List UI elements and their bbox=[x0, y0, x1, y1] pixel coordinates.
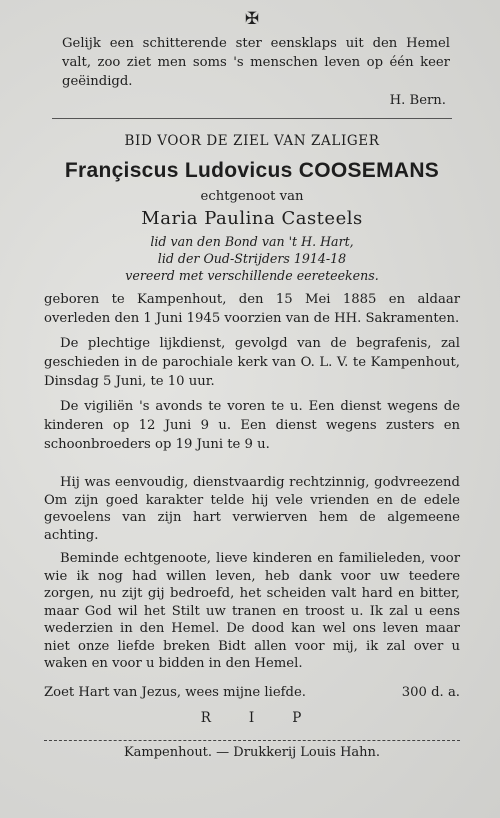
membership-line: vereerd met verschillende eereteekens. bbox=[125, 268, 379, 283]
quote-author: H. Bern. bbox=[389, 93, 446, 108]
prayer-text: Zoet Hart van Jezus, wees mijne liefde. bbox=[44, 684, 306, 700]
rip-letter: I bbox=[248, 709, 257, 726]
closing-prayer bbox=[44, 685, 460, 700]
printer-credit: Kampenhout. — Drukkerij Louis Hahn. bbox=[123, 744, 381, 760]
birth-death-text: geboren te Kampenhout, den 15 Mei 1885 en aldaar overleden den 1 Juni 1945 voorzien van de HH. Sakramenten. bbox=[44, 292, 460, 326]
divider bbox=[52, 118, 452, 119]
funeral-service-text: De plechtige lijkdienst, gevolgd van de begrafenis, zal geschieden in de parochiale kerk van O. L. V. te Kampenhout, Dinsdag 5 Juni, te 10 uur. bbox=[44, 336, 460, 389]
spouse-name: Maria Paulina Casteels bbox=[141, 208, 363, 229]
rip-letter: P bbox=[292, 709, 304, 726]
indulgence-text: 300 d. a. bbox=[401, 684, 460, 700]
farewell-text: Beminde echtgenoote, lieve kinderen en familieleden, voor wie ik nog had willen leven, heb dank voor uw teedere zorgen, nu zijt gij bedroefd, het scheiden valt hard en bitter, maar God wil het Stilt uw tranen en troost u. Ik zal u eens wederzien in den Hemel. De dood kan wel ons leven maar niet onze liefde breken Bidt allen voor mij, ik zal over u waken en voor u bidden in den Hemel. bbox=[44, 551, 460, 671]
footer-divider bbox=[44, 740, 460, 741]
tribute-text: Hij was eenvoudig, dienstvaardig rechtzinnig, godvreezend Om zijn goed karakter telde hij vele vrienden en de edele gevoelens van zijn hart verwierven hem de algemeene achting. bbox=[44, 475, 460, 543]
deceased-name: Françiscus Ludovicus COOSEMANS bbox=[64, 159, 440, 182]
membership-list bbox=[44, 233, 460, 284]
spouse-label: echtgenoot van bbox=[200, 189, 304, 204]
prayer-heading: BID VOOR DE ZIEL VAN ZALIGER bbox=[124, 133, 380, 149]
rip-line bbox=[44, 710, 460, 726]
rip-letter: R bbox=[200, 709, 213, 726]
membership-line: lid der Oud-Strijders 1914-18 bbox=[157, 251, 347, 266]
vigils-text: De vigiliën 's avonds te voren te u. Een dienst wegens de kinderen op 12 Juni 9 u. Een dienst wegens zusters en schoonbroeders op 19 Juni te 9 u. bbox=[44, 399, 460, 452]
cross-icon: ✠ bbox=[244, 9, 260, 29]
membership-line: lid van den Bond van 't H. Hart, bbox=[150, 234, 354, 249]
quote-text: Gelijk een schitterende ster eensklaps uit den Hemel valt, zoo ziet men soms 's menschen leven op één keer geëindigd. bbox=[62, 36, 450, 89]
opening-quote bbox=[62, 34, 450, 110]
